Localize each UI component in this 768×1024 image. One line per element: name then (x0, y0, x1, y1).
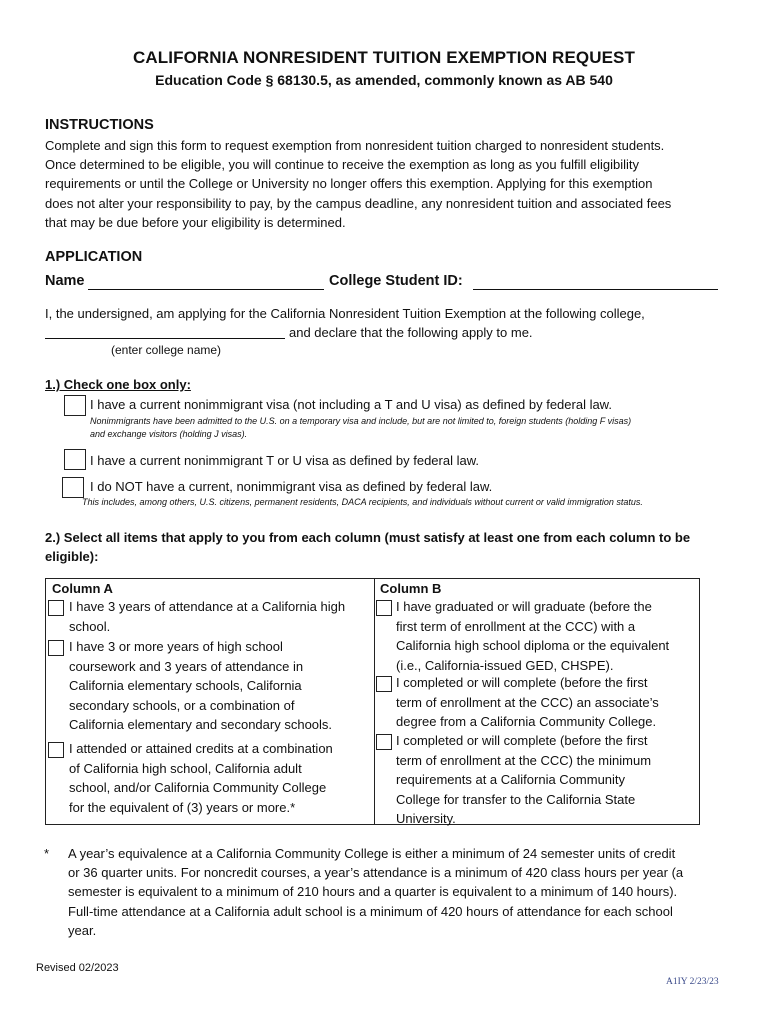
question2-heading-line: 2.) Select all items that apply to you from each column (must satisfy at least one from each column to be (45, 530, 691, 545)
instructions-line: Complete and sign this form to request exemption from nonresident tuition charged to nonresident students. (45, 138, 665, 153)
instructions-line: requirements or until the College or University no longer offers this exemption. Applying for this exemption (45, 176, 653, 192)
item-line: I completed or will complete (before the first (396, 675, 648, 690)
student-id-field[interactable] (473, 275, 718, 290)
item-line: I have graduated or will graduate (before the (396, 599, 652, 614)
item-line: California elementary schools, California (69, 678, 302, 694)
q1-option3-label: I do NOT have a current, nonimmigrant visa as defined by federal law. (90, 479, 493, 494)
name-field[interactable] (88, 275, 324, 290)
declaration-line: and declare that the following apply to me. (289, 325, 533, 340)
item-line: secondary schools, or a combination of (69, 697, 295, 713)
column-a-item2 (69, 637, 332, 735)
item-line: (i.e., California-issued GED, CHSPE). (396, 657, 614, 673)
question2-heading-line: eligible): (45, 549, 99, 564)
question1-heading: 1.) Check one box only: (45, 377, 191, 392)
item-line: of California high school, California adult (69, 760, 302, 776)
item-line: term of enrollment at the CCC) an associate’s (396, 694, 659, 710)
student-id-label: College Student ID: (329, 273, 463, 289)
item-line: term of enrollment at the CCC) the minimum (396, 752, 652, 768)
footnote-line: or 36 quarter units. For noncredit courses, a year’s attendance is a minimum of 420 class hours per year (a (68, 865, 684, 881)
application-heading: APPLICATION (45, 249, 143, 265)
footnote-text (68, 844, 728, 940)
declaration-line: I, the undersigned, am applying for the California Nonresident Tuition Exemption at the following college, (45, 306, 645, 321)
item-line: I attended or attained credits at a combination (69, 741, 333, 756)
revised-date: Revised 02/2023 (36, 962, 119, 974)
item-line: California elementary and secondary schools. (69, 717, 333, 733)
form-title: CALIFORNIA NONRESIDENT TUITION EXEMPTION REQUEST (133, 48, 635, 67)
column-b-title: Column B (380, 581, 442, 596)
column-b-item3 (396, 731, 651, 829)
item-line: first term of enrollment at the CCC) with a (396, 618, 636, 634)
instructions-text (45, 136, 735, 232)
form-code: A1IY 2/23/23 (666, 977, 719, 987)
item-line: I completed or will complete (before the first (396, 733, 648, 748)
college-name-field[interactable] (45, 325, 285, 339)
q1-option1-note (90, 415, 631, 441)
q1-option1-label: I have a current nonimmigrant visa (not including a T and U visa) as defined by federal law. (90, 397, 612, 412)
instructions-heading: INSTRUCTIONS (45, 117, 154, 133)
note-line: and exchange visitors (holding J visas). (90, 429, 248, 439)
column-divider (374, 578, 375, 825)
column-b-item2-checkbox[interactable] (376, 676, 392, 692)
item-line: coursework and 3 years of attendance in (69, 658, 304, 674)
q1-option2-checkbox[interactable] (64, 449, 86, 470)
note-line: Nonimmigrants have been admitted to the U.S. on a temporary visa and include, but are not limited to, foreign students (holding F visas) (90, 416, 632, 426)
item-line: school, and/or California Community College (69, 780, 327, 796)
footnote-symbol: * (44, 846, 50, 861)
item-line: degree from a California Community College. (396, 714, 657, 730)
column-a-item3-checkbox[interactable] (48, 742, 64, 758)
item-line: California high school diploma or the equivalent (396, 638, 670, 654)
column-a-item2-checkbox[interactable] (48, 640, 64, 656)
item-line: requirements at a California Community (396, 772, 626, 788)
q1-option2-label: I have a current nonimmigrant T or U visa as defined by federal law. (90, 453, 479, 468)
footnote-line: year. (68, 922, 97, 938)
column-b-item3-checkbox[interactable] (376, 734, 392, 750)
column-b-item1 (396, 597, 669, 675)
item-line: University. (396, 811, 456, 827)
q1-option3-checkbox[interactable] (62, 477, 84, 498)
footnote-line: Full-time attendance at a California adult school is a minimum of 420 hours of attendance for each school (68, 903, 673, 919)
item-line: for the equivalent of (3) years or more.* (69, 799, 296, 815)
column-a-title: Column A (52, 581, 113, 596)
item-line: school. (69, 618, 111, 634)
instructions-line: does not alter your responsibility to pay, by the campus deadline, any nonresident tuition and associated fees (45, 195, 672, 211)
instructions-line: that may be due before your eligibility is determined. (45, 214, 346, 230)
q1-option3-note: This includes, among others, U.S. citizens, permanent residents, DACA recipients, and individuals without current or valid immigration status. (82, 497, 643, 507)
column-b-item1-checkbox[interactable] (376, 600, 392, 616)
column-a-item3 (69, 739, 333, 817)
footnote-line: A year’s equivalence at a California Community College is either a minimum of 24 semester units of credit (68, 846, 676, 861)
column-b-item2 (396, 673, 659, 732)
column-a-item1-checkbox[interactable] (48, 600, 64, 616)
question2-heading (45, 528, 690, 566)
item-line: I have 3 years of attendance at a California high (69, 599, 346, 614)
footnote-line: semester is equivalent to a minimum of 210 hours and a quarter is equivalent to a minimum of 140 hours). (68, 884, 678, 900)
column-a-item1 (69, 597, 345, 636)
name-label: Name (45, 273, 85, 289)
item-line: I have 3 or more years of high school (69, 639, 283, 654)
form-subtitle: Education Code § 68130.5, as amended, commonly known as AB 540 (155, 72, 613, 88)
college-name-hint: (enter college name) (111, 343, 222, 357)
instructions-line: Once determined to be eligible, you will continue to receive the exemption as long as you fulfill eligibility (45, 157, 639, 173)
q1-option1-checkbox[interactable] (64, 395, 86, 416)
item-line: College for transfer to the California State (396, 791, 636, 807)
